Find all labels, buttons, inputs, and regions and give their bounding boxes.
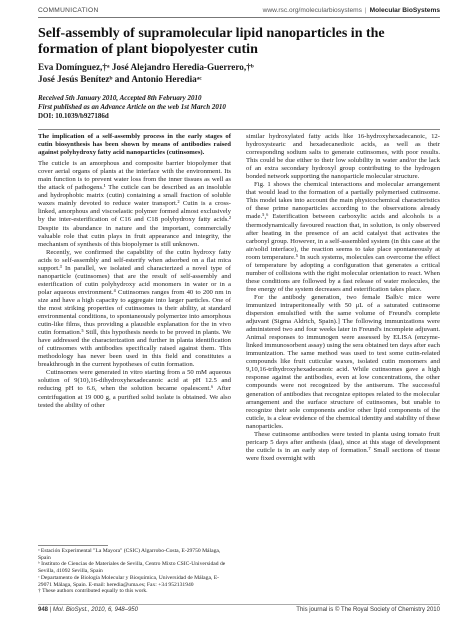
body-paragraph: similar hydroxylated fatty acids like 16-hydroxyhexadecanoic, 12-hydroxystearic and hexadecanedioic acids, as well as their corresponding sodium salts to generate cutinsomes, with poor results. This could be due either to their low solubility in water and/or the lack of an extra secondary hydroxyl group contributing to the hydrogen bonded network supporting the nanoparticle molecular structure.	[246, 133, 440, 181]
body-paragraph: Fig. 1 shows the chemical interactions and molecular arrangement that would lead to the formation of a partially polymerised cutinsome. This model takes into account the main physicochemical characteristics of these prime nanoparticles according to the observations already made.⁵,⁶ Esterification between carboxylic acids and alcohols is a thermodynamically favoured reaction that, in solution, is only observed after heating in the presence of an acid catalyst that activates the carbonyl group. However, in a self-assembled system (in this case at the air/solid interface), the reaction seems to take place spontaneously at room temperature.⁵ In such systems, molecules can overcome the effect of temperature by adopting a configuration that generates a critical number of collisions with the right molecular orientation to react. When these conditions are followed by a fast release of water molecules, the free energy of the system decreases and esterification takes place.	[246, 181, 440, 293]
header-rule	[38, 17, 440, 18]
abstract: The implication of a self-assembly process in the early stages of cutin biosynthesis has been shown by means of antibodies raised against polyhydroxy fatty acid nanoparticles (cutinsomes).	[38, 133, 231, 157]
first-published-date: First published as an Advance Article on the web 1st March 2010	[38, 103, 226, 112]
doi-link[interactable]: DOI: 10.1039/b927186d	[38, 112, 109, 121]
author-list	[38, 62, 438, 85]
journal-name: Molecular BioSystems	[369, 7, 440, 14]
header-right	[263, 7, 440, 14]
footnotes	[38, 548, 231, 595]
journal-url-link[interactable]: www.rsc.org/molecularbiosystems	[262, 7, 362, 14]
body-paragraph: Cutinsomes were generated in vitro starting from a 50 mM aqueous solution of 9(10),16-dihydroxyhexadecanoic acid at pH 12.5 and reducing pH to 6.6, when the solution became opalescent.⁶ After centrifugation at 19 000 g, a purified solid isolate is obtained. We also tested the ability of other	[38, 369, 231, 409]
authors-line-2: José Jesús Benítezᵇ and Antonio Herediaᵃᶜ	[38, 73, 202, 84]
footnote-rule	[38, 545, 108, 546]
left-column	[38, 133, 231, 410]
received-date: Received 5th January 2010, Accepted 8th February 2010	[38, 94, 202, 102]
right-column	[246, 133, 440, 463]
footer-rule	[38, 604, 440, 605]
footer-left: 948 | Mol. BioSyst., 2010, 6, 948–950	[38, 607, 138, 613]
copyright-notice: This journal is © The Royal Society of Chemistry 2010	[296, 607, 440, 613]
section-label: COMMUNICATION	[38, 7, 99, 14]
body-paragraph: These cutinsome antibodies were tested in planta using tomato fruit pericarp 5 days after anthesis (daa), since at this stage of development the cuticle is in an early step of formation.⁷ Small sections of tissue were fixed overnight with	[246, 430, 440, 462]
body-paragraph: For the antibody generation, two female Balb/c mice were immunized intraperitoneally with 50 μL of a saturated cutinsome dispersion emulsified with the same volume of Freund's complete adjuvant (Sigma Aldrich, Spain).] The following immunizations were administered two and four weeks later in Freund's incomplete adjuvant. Animal responses to immunogen were assessed by ELISA (enzyme-linked immunosorbent assay) using the sera obtained ten days after each immunization. The same method was used to test some cutin-related compounds like fruit cuticular waxes, isolated cutin monomers and 9,10,16-trihydroxyhexadecanoic acid. While cutinsomes gave a high response against the antibodies, even at low concentrations, the other compounds were not recognized by the antiserum. The successful generation of antibodies that recognize epitopes related to the molecular arrangement and the surface structure of cutinsomes, but unable to recognize their sole components and/or other lipid components of the cuticle, is a clear evidence of the chemical identity and stability of these nanoparticles.	[246, 293, 440, 430]
header-separator: |	[364, 7, 367, 14]
title-rule	[38, 129, 440, 130]
page-footer	[38, 607, 440, 617]
footnote: ᶜ Departamento de Biología Molecular y Bioquímica, Universidad de Málaga, E-29071 Málaga, Spain. E-mail: heredia@uma.es; Fax: +34 952131940	[38, 574, 219, 588]
footnote: † These authors contributed equally to this work.	[38, 588, 148, 595]
publication-dates	[38, 94, 438, 122]
journal-reference: Mol. BioSyst., 2010, 6, 948–950	[52, 607, 138, 613]
footnote: ᵇ Instituto de Ciencias de Materiales de Sevilla, Centro Mixto CSIC-Universidad de Sevilla, 41092 Sevilla, Spain	[38, 561, 226, 575]
body-paragraph: The cuticle is an amorphous and composite barrier biopolymer that cover aerial organs of plants at the interface with the environment. Its main function is to prevent water loss from the inner tissues as well as the attack of pathogens.¹ The cuticle can be described as an insoluble and hydrophobic matrix (cutin) containing a small fraction of soluble waxes mainly devoted to reduce water transport.² Cutin is a cross-linked, amorphous and viscoelastic polymer formed almost exclusively by the inter-esterification of C16 and C18 polyhydroxy fatty acids.² Despite its abundance in nature and the important, commercially valuable role that cutin plays in fruit appearance and integrity, the mechanism of synthesis of this biopolymer is still unknown.	[38, 160, 231, 248]
body-paragraph: Recently, we confirmed the capability of the cutin hydroxy fatty acids to self-assembly and self-esterify when adsorbed on a flat mica support.³ In parallel, we isolated and characterized a novel type of nanoparticle (cutinsomes) that are the result of self-assembly and esterification of cutin polyhydroxy acid monomers in water or in a polar aqueous environment.⁴ Cutinsomes ranges from 40 to 200 nm in size and have a high capacity to aggregate into larger particles. One of the most striking properties of cutinsomes is their ability, at standard environmental conditions, to spontaneously polymerize into amorphous cutin-like films, thus providing a plausible explanation for the in vivo cutin formation.⁵ Still, this hypothesis needs to be proved in plants. We have addressed the characterization and further in planta identification of cutinsomes with antibodies specifically raised against them. This methodology has never been used in this field and constitutes a breakthrough in the current hypotheses of cutin formation.	[38, 248, 231, 369]
page-number: 948	[38, 607, 49, 613]
footnote: ᵃ Estación Experimental "La Mayora" (CSIC) Algarrobo-Costa, E-29750 Málaga, Spain	[38, 548, 221, 561]
authors-line-1: Eva Domínguez,†ᵃ José Alejandro Heredia-Guerrero,†ᵇ	[38, 62, 254, 72]
article-title: Self-assembly of supramolecular lipid nanoparticles in the formation of plant biopolyester cutin	[38, 26, 385, 57]
